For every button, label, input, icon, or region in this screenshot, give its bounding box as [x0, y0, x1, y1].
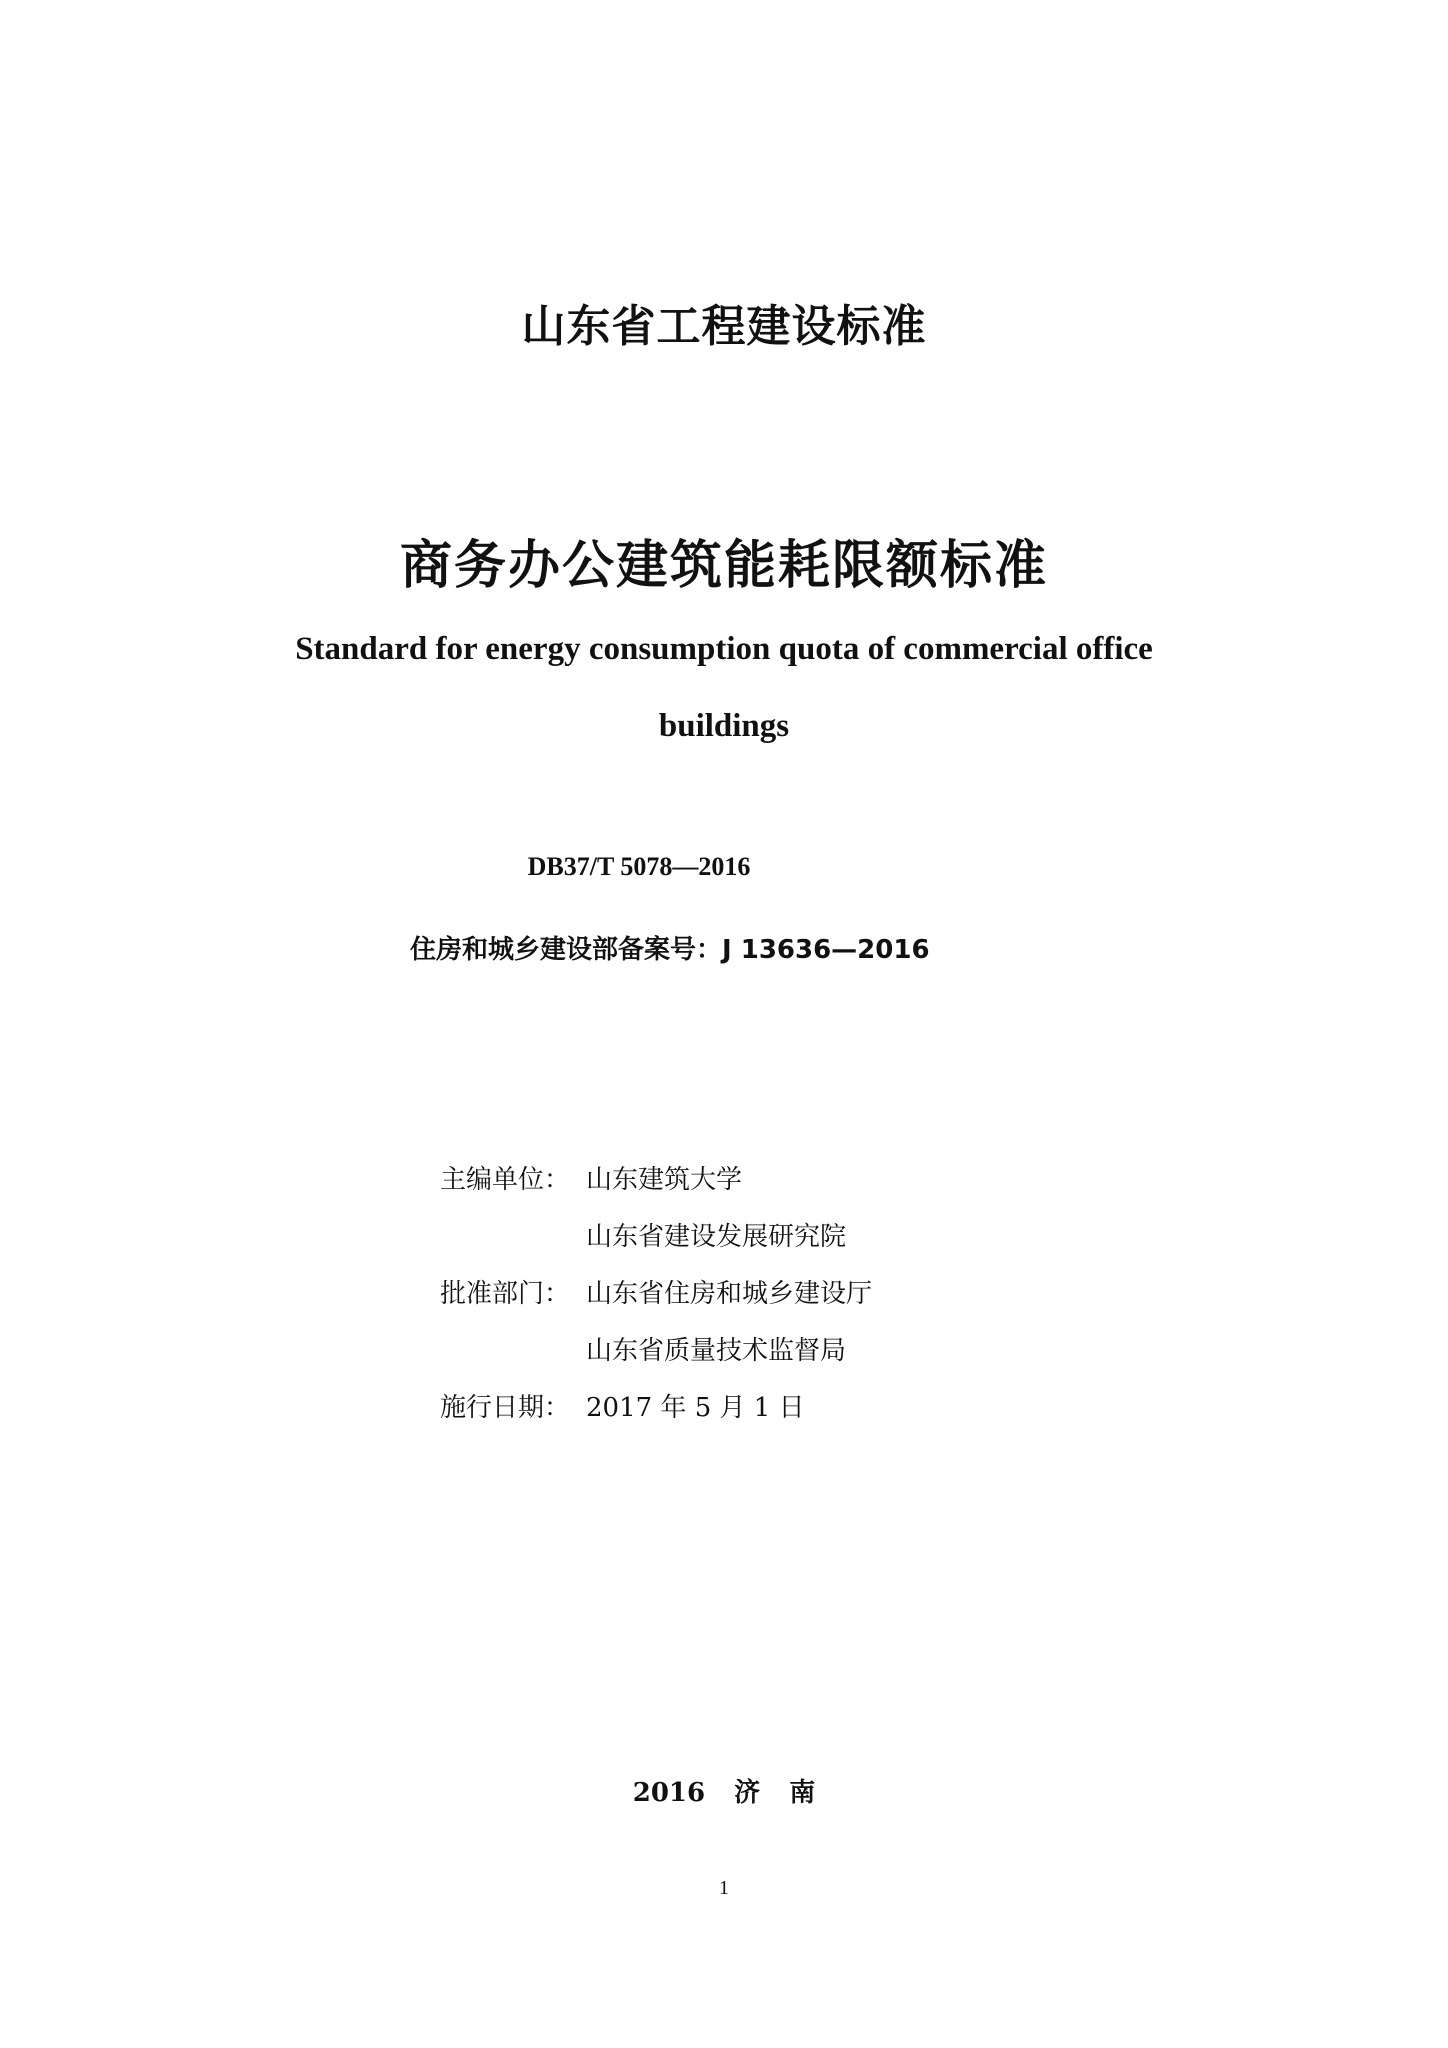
series-title: 山东省工程建设标准: [521, 301, 927, 352]
publication-info: [440, 1152, 872, 1437]
info-row-approver: [440, 1266, 872, 1323]
standard-number: DB37/T 5078—2016: [527, 852, 751, 881]
publication-city-char-1: 济: [734, 1778, 761, 1808]
standard-title-en-line1: Standard for energy consumption quota of commercial office: [295, 631, 1153, 667]
info-label: 施行日期：: [440, 1393, 571, 1423]
info-row-editor-2: [440, 1209, 872, 1266]
info-label: [440, 1209, 586, 1266]
info-row-approver-2: [440, 1323, 872, 1380]
publication-year-place: [0, 1772, 1448, 1809]
info-label: 批准部门：: [440, 1279, 571, 1309]
publication-city-char-2: 南: [789, 1778, 816, 1808]
info-value: 2017 年 5 月 1 日: [586, 1393, 805, 1423]
standard-title-zh: 商务办公建筑能耗限额标准: [399, 536, 1048, 596]
info-label: [440, 1323, 586, 1380]
info-value: 山东省住房和城乡建设厅: [586, 1279, 873, 1309]
publication-year: 2016: [632, 1778, 706, 1808]
page-number: 1: [719, 1877, 729, 1899]
info-value: 山东省质量技术监督局: [586, 1336, 847, 1366]
info-value: 山东建筑大学: [586, 1165, 743, 1195]
info-row-effective-date: [440, 1380, 872, 1437]
filing-number: 住房和城乡建设部备案号：J 13636—2016: [410, 935, 930, 965]
standard-title-en-line2: buildings: [658, 708, 790, 744]
info-label: 主编单位：: [440, 1165, 571, 1195]
info-row-editor: [440, 1152, 872, 1209]
info-value: 山东省建设发展研究院: [586, 1222, 847, 1252]
